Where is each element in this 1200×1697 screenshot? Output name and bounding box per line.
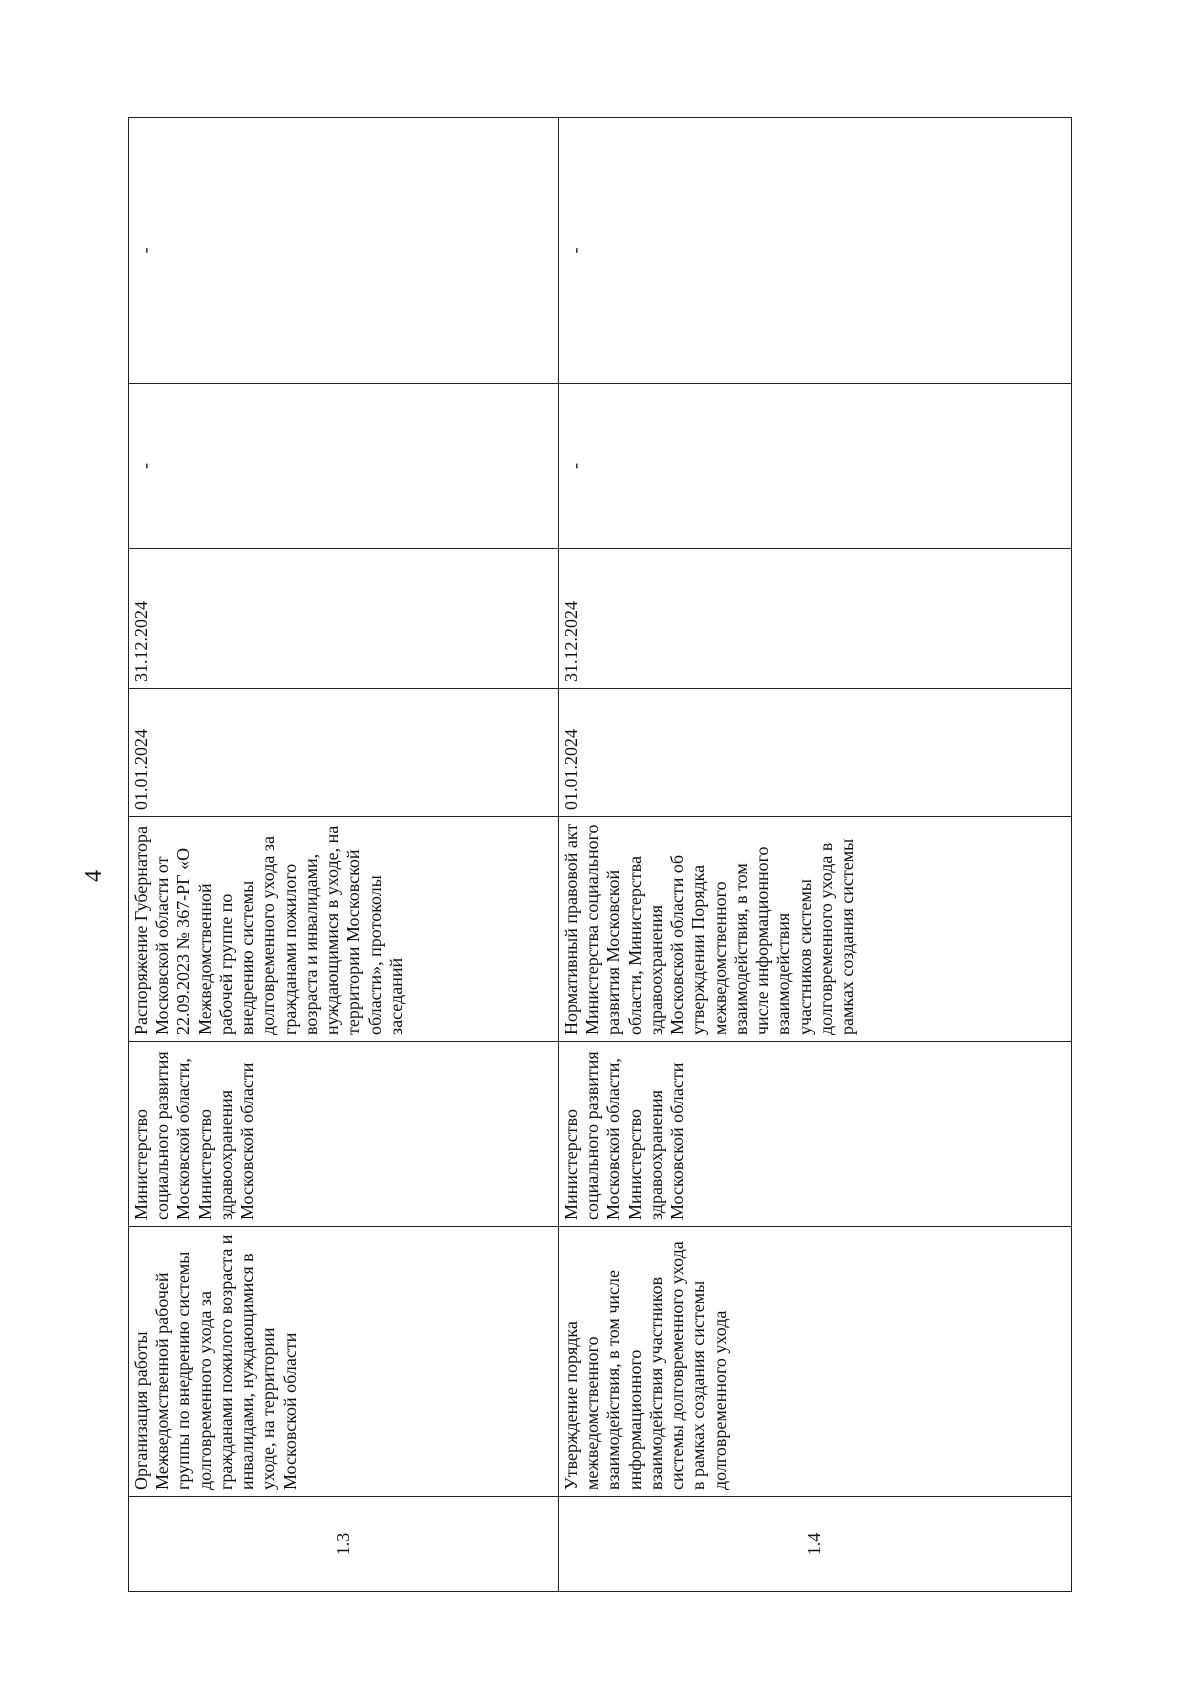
table-row — [559, 118, 1072, 1592]
result-cell: Нормативный правовой акт Министерства социального развития Московской области, Министерства здравоохранения Московской области об утверждении Порядка межведомственного взаимодействия, в том числе информационного взаимодействия участников системы долговременного ухода в рамках создания системы — [559, 817, 1072, 1042]
event-cell: Утверждение порядка межведомственного взаимодействия, в том числе информационного взаимодействия участников системы долговременного ухода в рамках создания системы долговременного ухода — [559, 1227, 1072, 1497]
executor-cell: Министерство социального развития Московской области, Министерство здравоохранения Московской области — [559, 1042, 1072, 1227]
event-cell: Организация работы Межведомственной рабочей группы по внедрению системы долговременного ухода за гражданами пожилого возраста и инвалидами, нуждающимися в уходе, на территории Московской области — [129, 1227, 559, 1497]
plan-table — [128, 117, 1072, 1592]
rotated-table-wrapper — [128, 118, 1071, 1592]
column-8-cell: - — [129, 118, 559, 384]
page-number: 4 — [80, 870, 107, 882]
table-row — [129, 118, 559, 1592]
column-7-cell: - — [129, 384, 559, 549]
column-8-cell: - — [559, 118, 1072, 384]
end-date-cell: 31.12.2024 — [559, 549, 1072, 689]
end-date-cell: 31.12.2024 — [129, 549, 559, 689]
start-date-cell: 01.01.2024 — [559, 689, 1072, 817]
start-date-cell: 01.01.2024 — [129, 689, 559, 817]
executor-cell: Министерство социального развития Московской области, Министерство здравоохранения Московской области — [129, 1042, 559, 1227]
row-number: 1.4 — [559, 1497, 1072, 1592]
row-number: 1.3 — [129, 1497, 559, 1592]
result-cell: Распоряжение Губернатора Московской области от 22.09.2023 № 367-РГ «О Межведомственной рабочей группе по внедрению системы долговременного ухода за гражданами пожилого возраста и инвалидами, нуждающимися в уходе, на территории Московской области», протоколы заседаний — [129, 817, 559, 1042]
column-7-cell: - — [559, 384, 1072, 549]
